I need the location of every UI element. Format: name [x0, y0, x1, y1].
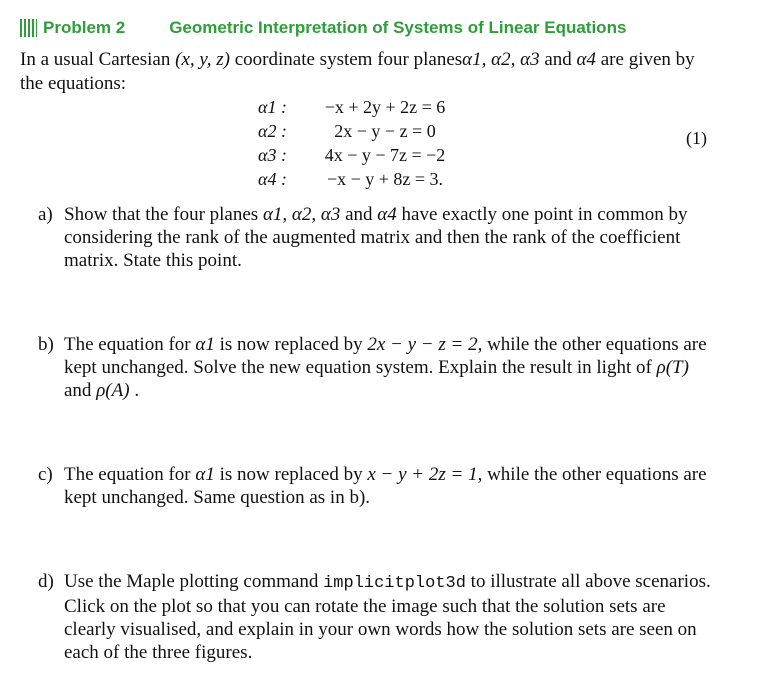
intro-planes: α1, α2, α3	[462, 49, 540, 70]
equation-label: α1 :	[258, 97, 287, 117]
text-run: The equation for	[64, 334, 196, 355]
equation-expression: −x + 2y + 2z = 6	[324, 97, 446, 117]
equation-expression: 2x − y − z = 0	[334, 121, 436, 141]
question-label: c)	[38, 464, 53, 485]
question-b	[38, 333, 716, 402]
problem-title: Geometric Interpretation of Systems of Linear Equations	[169, 18, 627, 37]
text-run: is now replaced by	[214, 334, 368, 355]
plane-symbols: α1, α2, α3	[262, 204, 341, 225]
intro-text: are given by the equations:	[20, 49, 695, 94]
rank-A: ρ(A)	[96, 380, 130, 401]
intro-text: coordinate system four planes	[230, 49, 463, 70]
intro-text: In a usual Cartesian	[20, 49, 176, 70]
problem-heading	[20, 16, 626, 40]
intro-coords: (x, y, z)	[175, 49, 230, 70]
question-text	[64, 463, 716, 509]
equation-system	[258, 95, 460, 191]
text-run: Show that the four planes	[64, 204, 263, 225]
equation-label: α4 :	[258, 169, 287, 189]
text-run: , while the other equations are kept unchanged. Same question as in b).	[64, 464, 707, 508]
question-text	[64, 570, 716, 664]
equation-row	[258, 95, 460, 119]
question-label: a)	[38, 204, 53, 225]
question-a	[38, 203, 716, 272]
question-c	[38, 463, 716, 509]
intro-plane4: α4	[576, 49, 596, 70]
equation-expression: 4x − y − 7z = −2	[324, 145, 446, 165]
equation-inline: 2x − y − z = 2	[367, 334, 478, 355]
text-run: , while the other equations are kept unchanged. Solve the new equation system. Explain the result in light of	[64, 334, 707, 378]
text-run: The equation for	[64, 464, 196, 485]
question-text	[64, 203, 716, 272]
equation-expression: −x − y + 8z = 3.	[326, 169, 444, 189]
equation-inline: x − y + 2z = 1	[367, 464, 478, 485]
plane-symbol: α4	[377, 204, 397, 225]
maple-command: implicitplot3d	[323, 574, 466, 593]
equation-row	[258, 167, 460, 191]
text-run: Use the Maple plotting command	[64, 571, 324, 592]
text-run: .	[129, 380, 140, 401]
problem-label: Problem 2	[43, 18, 126, 37]
equation-label: α3 :	[258, 145, 287, 165]
text-run: have exactly one point in common by considering the rank of the augmented matrix and then the rank of the coefficient matrix. State this point.	[64, 204, 688, 271]
question-d	[38, 570, 716, 664]
text-run: and	[340, 204, 378, 225]
text-run: is now replaced by	[214, 464, 368, 485]
equation-row	[258, 143, 460, 167]
plane-symbol: α1	[195, 334, 215, 355]
question-text	[64, 333, 716, 402]
text-run: and	[64, 380, 97, 401]
equation-label: α2 :	[258, 121, 287, 141]
text-run: to illustrate all above scenarios. Click on the plot so that you can rotate the image such that the solution sets are clearly visualised, and explain in your own words how the solution sets are seen on each of the three figures.	[64, 571, 711, 663]
intro-text: and	[539, 49, 577, 70]
question-label: d)	[38, 571, 54, 592]
equation-row	[258, 119, 460, 143]
rank-T: ρ(T)	[656, 357, 689, 378]
equation-number: (1)	[686, 128, 707, 148]
intro-paragraph	[20, 48, 720, 96]
question-label: b)	[38, 334, 54, 355]
plane-symbol: α1	[195, 464, 215, 485]
green-bars-icon	[20, 19, 37, 37]
